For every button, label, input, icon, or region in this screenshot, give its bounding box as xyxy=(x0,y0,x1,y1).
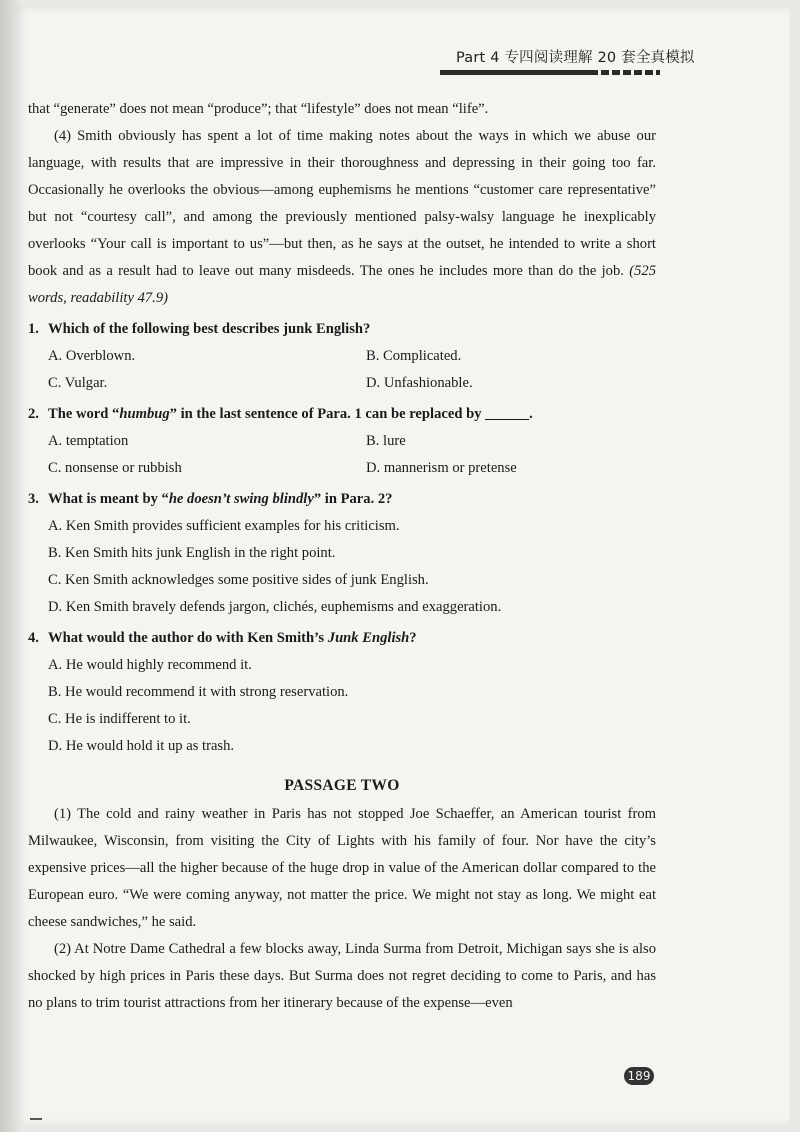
question-1 xyxy=(28,316,656,343)
question-2-text-before: The word “ xyxy=(48,406,120,422)
paragraph-4-text: (4) Smith obviously has spent a lot of time making notes about the ways in which we abuse our language, with results that are impressive in their thoroughness and depressing in their going too far. Occasionally he overlooks the obvious—among euphemisms he mentions “customer care representative” but not “courtesy call”, and among the previously mentioned palsy-walsy language he inexplicably overlooks “Your call is important to us”—but then, as he says at the outset, he intended to write a short book and as a result had to leave out many misdeeds. The ones he includes more than do the job. xyxy=(28,128,656,279)
question-3-options xyxy=(28,513,656,621)
answer-blank xyxy=(485,405,529,420)
question-3-option-d: D. Ken Smith bravely defends jargon, clichés, euphemisms and exaggeration. xyxy=(48,599,502,615)
question-4-options xyxy=(28,652,656,760)
page-content xyxy=(28,96,656,1017)
question-4-option-b: B. He would recommend it with strong reservation. xyxy=(48,684,349,700)
question-3 xyxy=(28,486,656,513)
question-2-term: humbug xyxy=(119,406,170,422)
passage-two-paragraph-2: (2) At Notre Dame Cathedral a few blocks away, Linda Surma from Detroit, Michigan says she is also shocked by high prices in Paris these days. But Surma does not regret deciding to come to Paris, and has no plans to trim tourist attractions from her itinerary because of the expense—even xyxy=(28,941,656,1011)
question-4-book-title: Junk English xyxy=(327,630,410,646)
question-1-option-a: A. Overblown. xyxy=(48,348,136,364)
question-4-option-d: D. He would hold it up as trash. xyxy=(48,738,235,754)
paragraph-4 xyxy=(28,123,656,312)
question-2-option-c: C. nonsense or rubbish xyxy=(48,460,182,476)
question-4-text-before: What would the author do with Ken Smith’s xyxy=(48,630,328,646)
page-number: 189 xyxy=(624,1067,654,1085)
question-1-number: 1. xyxy=(28,321,39,337)
question-1-options xyxy=(28,343,656,397)
question-1-option-d: D. Unfashionable. xyxy=(366,375,473,391)
question-3-number: 3. xyxy=(28,491,39,507)
question-3-option-c: C. Ken Smith acknowledges some positive sides of junk English. xyxy=(48,572,429,588)
paragraph-continuation: that “generate” does not mean “produce”; that “lifestyle” does not mean “life”. xyxy=(28,101,489,117)
question-3-option-a: A. Ken Smith provides sufficient examples for his criticism. xyxy=(48,518,400,534)
question-2 xyxy=(28,401,656,428)
question-2-text-after: ” in the last sentence of Para. 1 can be replaced by xyxy=(169,406,482,422)
header-rule xyxy=(440,70,660,75)
paragraph-4-meta: (525 words, readability 47.9) xyxy=(28,263,656,306)
question-1-text: Which of the following best describes junk English? xyxy=(48,321,371,337)
question-2-options xyxy=(28,428,656,482)
question-3-option-b: B. Ken Smith hits junk English in the right point. xyxy=(48,545,336,561)
question-3-text-before: What is meant by “ xyxy=(48,491,169,507)
question-3-text-after: ” in Para. 2? xyxy=(313,491,393,507)
question-2-option-a: A. temptation xyxy=(48,433,129,449)
passage-two-title: PASSAGE TWO xyxy=(284,777,400,794)
question-1-option-c: C. Vulgar. xyxy=(48,375,108,391)
question-4 xyxy=(28,625,656,652)
question-1-option-b: B. Complicated. xyxy=(366,348,462,364)
question-2-number: 2. xyxy=(28,406,39,422)
question-4-number: 4. xyxy=(28,630,39,646)
passage-two-paragraph-1: (1) The cold and rainy weather in Paris has not stopped Joe Schaeffer, an American tourist from Milwaukee, Wisconsin, from visiting the City of Lights with his family of four. Nor have the city’s expensive prices—all the higher because of the huge drop in value of the American dollar compared to the European euro. “We were coming anyway, not matter the price. We might not stay as long. We might eat cheese sandwiches,” he said. xyxy=(28,806,656,930)
question-2-text-end: . xyxy=(529,406,533,422)
question-4-text-after: ? xyxy=(409,630,417,646)
question-4-option-a: A. He would highly recommend it. xyxy=(48,657,252,673)
question-4-option-c: C. He is indifferent to it. xyxy=(48,711,191,727)
running-header: Part 4 专四阅读理解 20 套全真模拟 xyxy=(456,50,695,66)
question-2-option-b: B. lure xyxy=(366,433,406,449)
question-2-option-d: D. mannerism or pretense xyxy=(366,460,517,476)
question-3-quote: he doesn’t swing blindly xyxy=(168,491,314,507)
corner-mark xyxy=(30,1118,42,1120)
